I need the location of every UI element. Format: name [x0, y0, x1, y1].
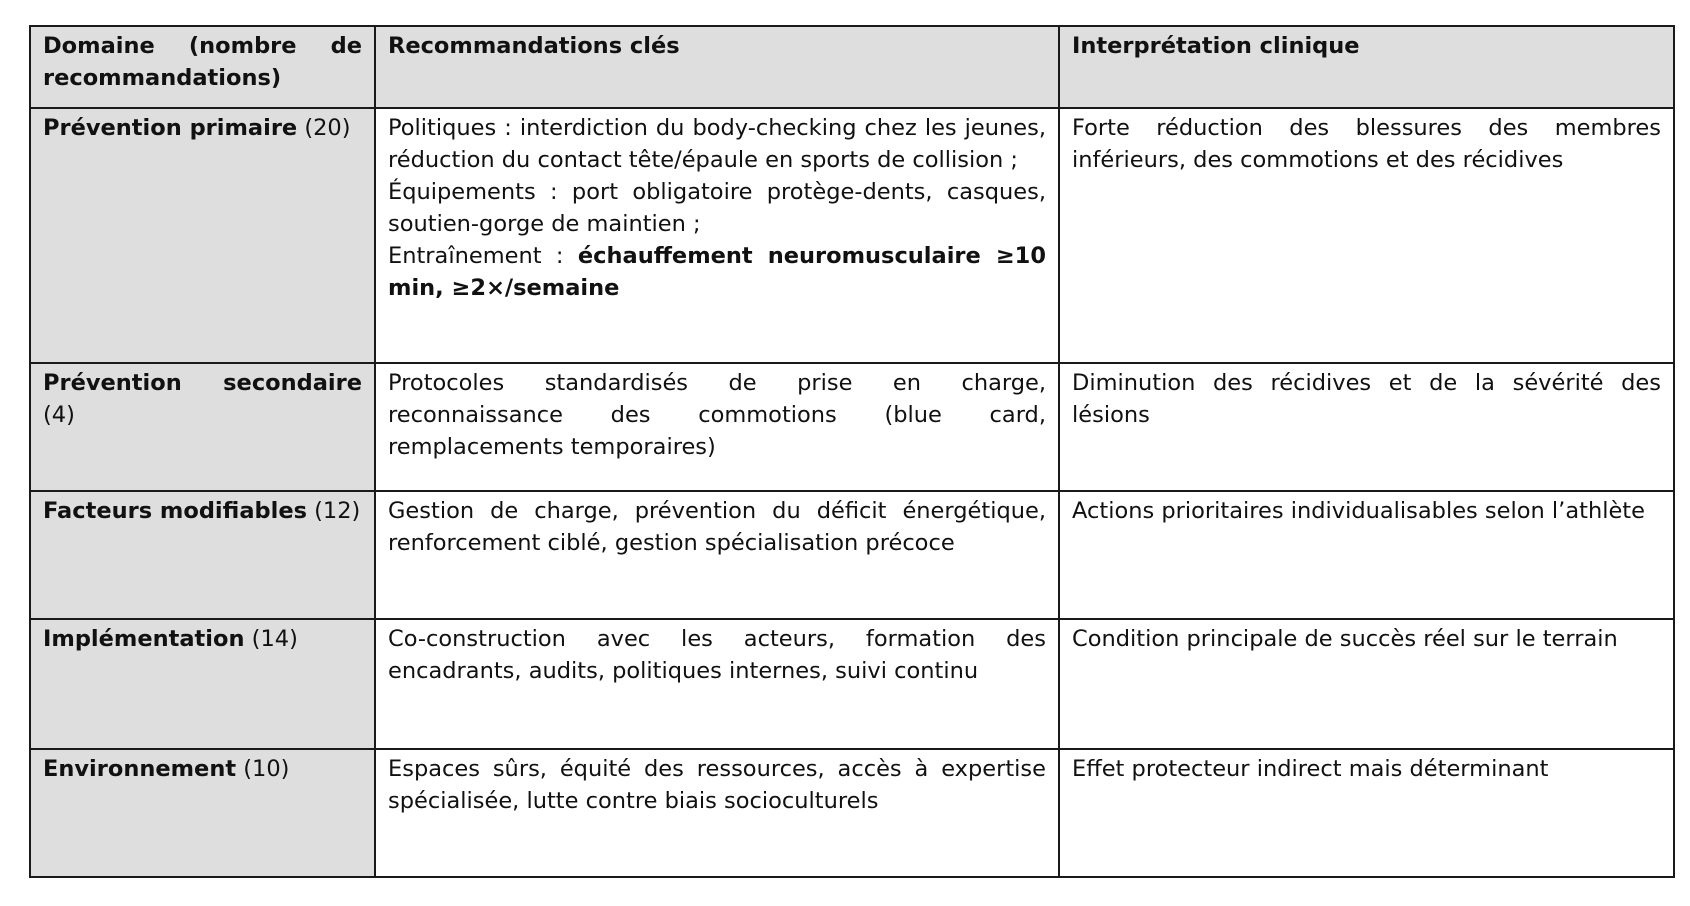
domain-name: Facteurs modifiables — [43, 498, 307, 524]
domain-name: Implémentation — [43, 626, 245, 652]
table-row — [30, 619, 1674, 749]
interpretation-cell: Condition principale de succès réel sur le terrain — [1059, 619, 1674, 749]
table-row — [30, 749, 1674, 877]
table-row — [30, 491, 1674, 619]
recommendations-cell — [375, 108, 1059, 363]
recommendations-cell: Gestion de charge, prévention du déficit énergétique, renforcement ciblé, gestion spécialisation précoce — [375, 491, 1059, 619]
table-row — [30, 108, 1674, 363]
header-recommendations: Recommandations clés — [375, 26, 1059, 108]
table-header-row — [30, 26, 1674, 108]
recommendation-line: Politiques : interdiction du body-checking chez les jeunes, réduction du contact tête/épaule en sports de collision ; — [388, 115, 1046, 173]
header-domain: Domaine (nombre de recommandations) — [30, 26, 375, 108]
interpretation-cell: Diminution des récidives et de la sévérité des lésions — [1059, 363, 1674, 491]
domain-cell — [30, 108, 375, 363]
recommendations-cell: Espaces sûrs, équité des ressources, accès à expertise spécialisée, lutte contre biais socioculturels — [375, 749, 1059, 877]
recommendations-cell: Protocoles standardisés de prise en charge, reconnaissance des commotions (blue card, remplacements temporaires) — [375, 363, 1059, 491]
domain-cell — [30, 491, 375, 619]
interpretation-cell: Actions prioritaires individualisables selon l’athlète — [1059, 491, 1674, 619]
domain-cell — [30, 363, 375, 491]
recommendations-table — [29, 25, 1675, 878]
domain-cell — [30, 619, 375, 749]
recommendation-prefix: Entraînement : — [388, 243, 578, 269]
recommendation-bold: échauffement neuromusculaire ≥10 min, ≥2×/semaine — [388, 243, 1046, 301]
domain-cell — [30, 749, 375, 877]
domain-name: Prévention secondaire — [43, 370, 362, 396]
recommendation-line — [388, 240, 1046, 304]
interpretation-cell: Effet protecteur indirect mais déterminant — [1059, 749, 1674, 877]
recommendation-line: Équipements : port obligatoire protège-dents, casques, soutien-gorge de maintien ; — [388, 179, 1046, 237]
domain-name: Environnement — [43, 756, 237, 782]
domain-count: (10) — [243, 756, 290, 782]
domain-count: (4) — [43, 402, 75, 428]
domain-name: Prévention primaire — [43, 115, 298, 141]
interpretation-cell: Forte réduction des blessures des membres inférieurs, des commotions et des récidives — [1059, 108, 1674, 363]
domain-count: (12) — [314, 498, 361, 524]
domain-count: (14) — [251, 626, 298, 652]
recommendations-cell: Co-construction avec les acteurs, formation des encadrants, audits, politiques internes, suivi continu — [375, 619, 1059, 749]
table-row — [30, 363, 1674, 491]
header-interpretation: Interprétation clinique — [1059, 26, 1674, 108]
domain-count: (20) — [304, 115, 351, 141]
